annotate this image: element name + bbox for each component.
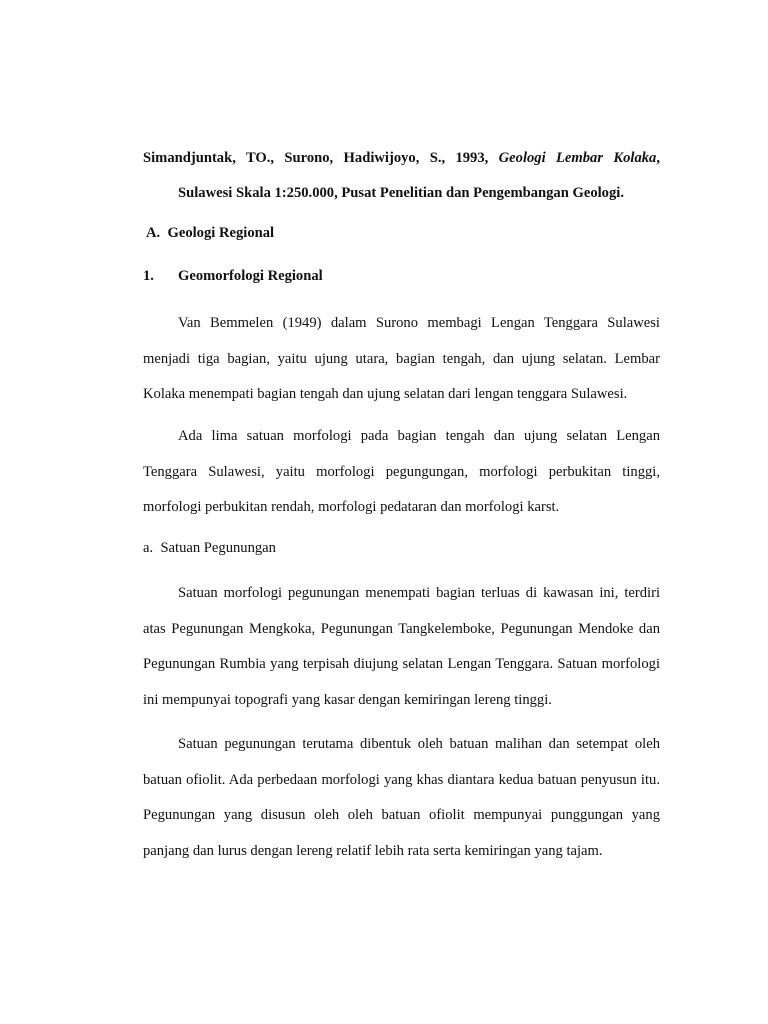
section-heading-a: [146, 225, 274, 242]
paragraph-1: Van Bemmelen (1949) dalam Surono membagi Lengan Tenggara Sulawesi menjadi tiga bagian, yaitu ujung utara, bagian tengah, dan ujung selatan. Lembar Kolaka menempati bagian tengah dan ujung selatan dari lengan tenggara Sulawesi.: [143, 315, 660, 402]
section-1-number: 1.: [143, 268, 154, 284]
subsection-a-label: a.: [143, 540, 154, 556]
paragraph-2: Ada lima satuan morfologi pada bagian tengah dan ujung selatan Lengan Tenggara Sulawesi, yaitu morfologi pegungungan, morfologi perbukitan tinggi, morfologi perbukitan rendah, morfologi pedataran dan morfologi karst.: [143, 428, 660, 515]
reference-authors: Simandjuntak, TO., Surono, Hadiwijoyo, S., 1993,: [143, 150, 489, 166]
subsection-a-title: Satuan Pegunungan: [160, 540, 276, 556]
reference-continuation: Sulawesi Skala 1:250.000, Pusat Penelitian dan Pengembangan Geologi.: [178, 185, 624, 201]
reference-title-tail: ,: [656, 150, 660, 166]
section-1-title: Geomorfologi Regional: [178, 268, 323, 284]
section-heading-1: [143, 268, 323, 285]
paragraph-3: Satuan morfologi pegunungan menempati bagian terluas di kawasan ini, terdiri atas Pegunungan Mengkoka, Pegunungan Tangkelemboke, Pegunungan Mendoke dan Pegunungan Rumbia yang terpisah diujung selatan Lengan Tenggara. Satuan morfologi ini mempunyai topografi yang kasar dengan kemiringan lereng tinggi.: [143, 585, 660, 708]
reference-entry: [143, 143, 660, 208]
reference-line-1: [143, 143, 660, 173]
section-a-title: Geologi Regional: [167, 225, 275, 241]
subsection-heading-a: [143, 540, 276, 557]
reference-title: Geologi Lembar Kolaka: [498, 150, 657, 166]
paragraph-4: Satuan pegunungan terutama dibentuk oleh batuan malihan dan setempat oleh batuan ofiolit. Ada perbedaan morfologi yang khas diantara kedua batuan penyusun itu. Pegunungan yang disusun oleh oleh batuan ofiolit mempunyai punggungan yang panjang dan lurus dengan lereng relatif lebih rata serta kemiringan yang tajam.: [143, 736, 660, 859]
section-a-label: A.: [146, 225, 161, 241]
